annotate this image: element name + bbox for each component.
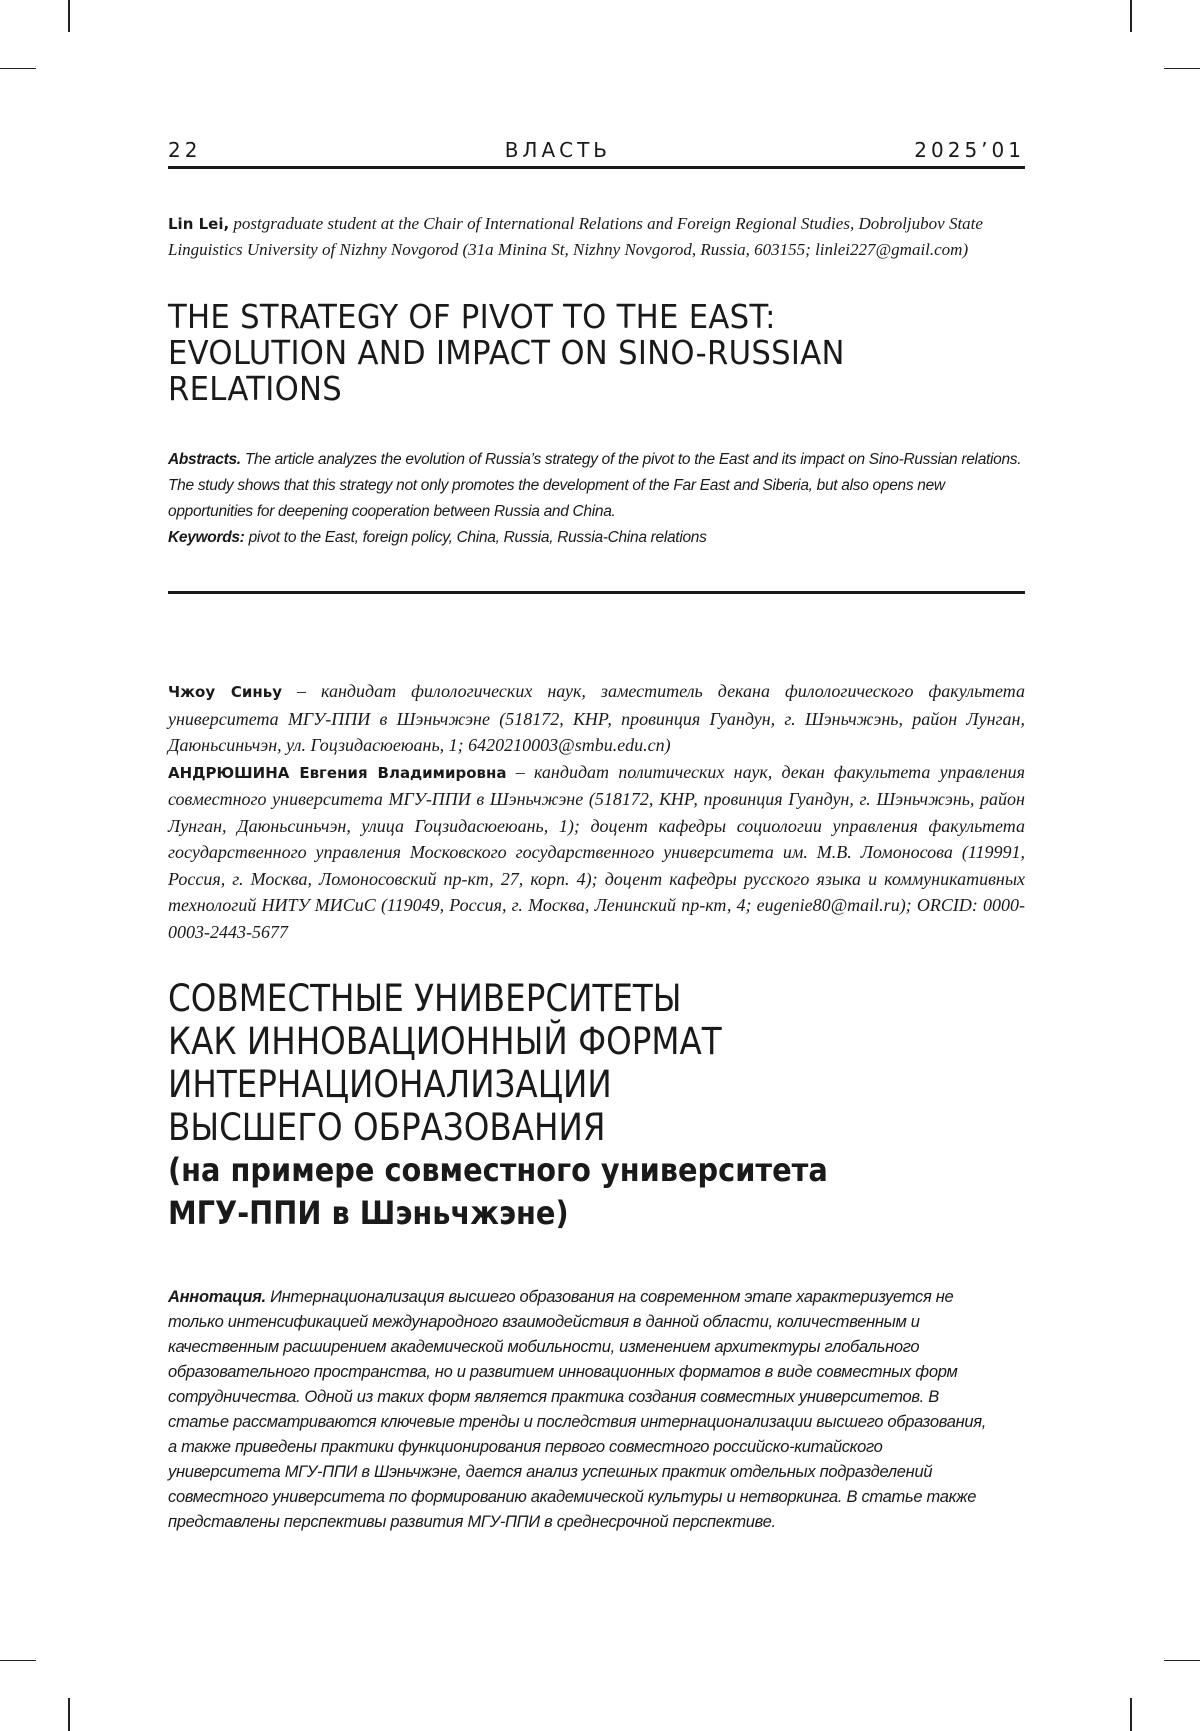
- keywords-text: pivot to the East, foreign policy, China, Russia, Russia-China relations: [249, 529, 707, 546]
- abstract-label: Аннотация.: [168, 1288, 266, 1306]
- author-info-ru: [168, 678, 1025, 945]
- running-header: [168, 138, 1025, 169]
- article-subtitle-ru: [168, 1149, 939, 1235]
- author-affiliation: – кандидат политических наук, декан факультета управления совместного университета МГУ-ППИ в Шэньчжэне (518172, КНР, провинция Гуандун, г. Шэньчжэнь, район Лунган, Даюньсиньчэн, улица Гоцзидасюеюань, 1); доцент кафедры социологии управления факультета государственного управления Московского государственного университета им. М.В. Ломоносова (119991, Россия, г. Москва, Ломоносовский пр-кт, 27, корп. 4); доцент кафедры русского языка и коммуникативных технологий НИТУ МИСиС (119049, Россия, г. Москва, Ленинский пр-кт, 4; eugenie80@mail.ru); ORCID: 0000-0003-2443-5677: [168, 762, 1025, 942]
- issue-number: 2025’01: [914, 138, 1025, 162]
- title-line: КАК ИННОВАЦИОННЫЙ ФОРМАТ: [168, 1020, 922, 1063]
- author-name: АНДРЮШИНА Евгения Владимировна: [168, 764, 506, 782]
- crop-mark: [1164, 1660, 1200, 1661]
- crop-mark: [0, 1660, 36, 1661]
- keywords-label: Keywords:: [168, 529, 245, 546]
- author-affiliation: postgraduate student at the Chair of International Relations and Foreign Regional Studies, Dobroljubov State Linguistics University of Nizhny Novgorod (31a Minina St, Nizhny Novgorod, Russia, 603155; linlei227@gmail.com): [168, 214, 983, 259]
- abstract-text: The article analyzes the evolution of Russia’s strategy of the pivot to the East and its impact on Sino-Russian relations. The study shows that this strategy not only promotes the development of the Far East and Siberia, but also opens new opportunities for deepening cooperation between Russia and China.: [168, 451, 1021, 520]
- journal-name: ВЛАСТЬ: [505, 138, 611, 162]
- title-line: ВЫСШЕГО ОБРАЗОВАНИЯ: [168, 1106, 922, 1149]
- abstract-ru: [168, 1285, 988, 1535]
- author-info-en: [168, 211, 1025, 263]
- crop-mark: [68, 0, 70, 32]
- abstract-label: Abstracts.: [168, 451, 241, 468]
- crop-mark: [1164, 68, 1200, 69]
- crop-mark: [1130, 0, 1132, 32]
- author-affiliation: – кандидат филологических наук, заместитель декана филологического факультета университета МГУ-ППИ в Шэньчжэне (518172, КНР, провинция Гуандун, г. Шэньчжэнь, район Лунган, Даюньсиньчэн, ул. Гоцзидасюеюань, 1; 6420210003@smbu.edu.cn): [168, 681, 1025, 755]
- article-title-ru: [168, 977, 922, 1149]
- article-title-en: THE STRATEGY OF PIVOT TO THE EAST: EVOLUTION AND IMPACT ON SINO-RUSSIAN RELATIONS: [168, 299, 965, 407]
- author-name: Чжоу Синьу: [168, 683, 282, 701]
- author-name: Lin Lei,: [168, 215, 229, 233]
- subtitle-line: МГУ-ППИ в Шэньчжэне): [168, 1192, 939, 1235]
- crop-mark: [68, 1698, 70, 1731]
- crop-mark: [0, 68, 36, 69]
- section-divider: [168, 591, 1025, 594]
- title-line: СОВМЕСТНЫЕ УНИВЕРСИТЕТЫ: [168, 977, 922, 1020]
- abstract-en: [168, 447, 1025, 551]
- page-number: 22: [168, 138, 201, 162]
- title-line: ИНТЕРНАЦИОНАЛИЗАЦИИ: [168, 1063, 922, 1106]
- abstract-text: Интернационализация высшего образования на современном этапе характеризуется не только интенсификацией международного взаимодействия в данной области, количественным и качественным расширением академической мобильности, изменением архитектуры глобального образовательного пространства, но и развитием инновационных форматов в виде совместных форм сотрудничества. Одной из таких форм является практика создания совместных университетов. В статье рассматриваются ключевые тренды и последствия интернационализации высшего образования, а также приведены практики функционирования первого совместного российско-китайского университета МГУ-ППИ в Шэньчжэне, дается анализ успешных практик отдельных подразделений совместного университета по формированию академической культуры и нетворкинга. В статье также представлены перспективы развития МГУ-ППИ в среднесрочной перспективе.: [168, 1288, 986, 1531]
- crop-mark: [1130, 1698, 1132, 1731]
- journal-page: [168, 138, 1025, 1535]
- subtitle-line: (на примере совместного университета: [168, 1149, 939, 1192]
